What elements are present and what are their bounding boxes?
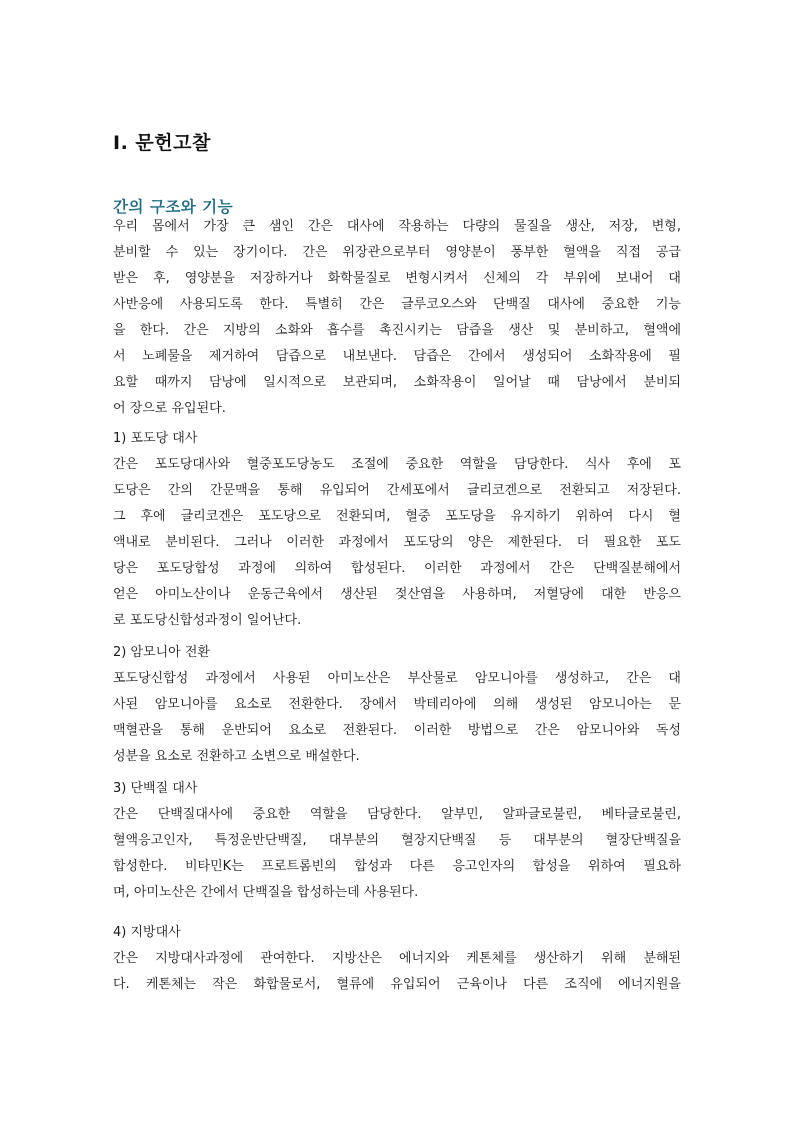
text-line: 간은 단백질대사에 중요한 역할을 담당한다. 알부민, 알파글로불린, 베타글로불린, bbox=[113, 807, 681, 822]
text-line: 성분을 요소로 전환하고 소변으로 배설한다. bbox=[113, 749, 360, 764]
text-line: 혈액응고인자, 특정운반단백질, 대부분의 혈장지단백질 등 대부분의 혈장단백질을 bbox=[113, 833, 681, 848]
text-line: 서 노폐물을 제거하여 담즙으로 내보낸다. 담즙은 간에서 생성되어 소화작용에 필 bbox=[113, 349, 681, 364]
subsection-heading-lipid: 4) 지방대사 bbox=[113, 925, 181, 940]
text-line: 그 후에 글리코겐은 포도당으로 전환되며, 혈중 포도당을 유지하기 위하여 다시 혈 bbox=[113, 509, 681, 524]
subsection-paragraph-ammonia bbox=[113, 666, 681, 770]
chapter-title: Ⅰ. 문헌고찰 bbox=[113, 132, 211, 154]
subsection-heading-protein: 3) 단백질 대사 bbox=[113, 781, 198, 796]
text-line: 간은 지방대사과정에 관여한다. 지방산은 에너지와 케톤체를 생산하기 위해 분해된 bbox=[113, 951, 681, 966]
text-line: 요할 때까지 담낭에 일시적으로 보관되며, 소화작용이 일어날 때 담낭에서 분비되 bbox=[113, 375, 681, 390]
text-line: 당은 포도당합성 과정에 의하여 합성된다. 이러한 과정에서 간은 단백질분해에서 bbox=[113, 561, 681, 576]
subsection-paragraph-protein bbox=[113, 802, 681, 906]
text-line: 을 한다. 간은 지방의 소화와 흡수를 촉진시키는 담즙을 생산 및 분비하고, 혈액에 bbox=[113, 323, 681, 338]
text-line: 어 장으로 유입된다. bbox=[113, 401, 226, 416]
text-line: 간은 포도당대사와 혈중포도당농도 조절에 중요한 역할을 담당한다. 식사 후에 포 bbox=[113, 457, 681, 472]
text-line: 사된 암모니아를 요소로 전환한다. 장에서 박테리아에 의해 생성된 암모니아는 문 bbox=[113, 697, 681, 712]
subsection-heading-ammonia: 2) 암모니아 전환 bbox=[113, 645, 210, 660]
text-line: 며, 아미노산은 간에서 단백질을 합성하는데 사용된다. bbox=[113, 885, 419, 900]
subsection-heading-glucose: 1) 포도당 대사 bbox=[113, 431, 198, 446]
text-line: 우리 몸에서 가장 큰 샘인 간은 대사에 작용하는 다량의 물질을 생산, 저장, 변형, bbox=[113, 219, 681, 234]
text-line: 도당은 간의 간문맥을 통해 유입되어 간세포에서 글리코겐으로 전환되고 저장된다. bbox=[113, 483, 681, 498]
subsection-paragraph-glucose bbox=[113, 452, 681, 634]
text-line: 액내로 분비된다. 그러나 이러한 과정에서 포도당의 양은 제한된다. 더 필요한 포도 bbox=[113, 535, 681, 550]
subsection-paragraph-lipid bbox=[113, 946, 681, 998]
intro-paragraph bbox=[113, 214, 681, 422]
section-heading: 간의 구조와 기능 bbox=[113, 198, 234, 216]
text-line: 다. 케톤체는 작은 화합물로서, 혈류에 유입되어 근육이나 다른 조직에 에너지원을 bbox=[113, 977, 681, 992]
text-line: 얻은 아미노산이나 운동근육에서 생산된 젖산염을 사용하며, 저혈당에 대한 반응으 bbox=[113, 587, 681, 602]
text-line: 분비할 수 있는 장기이다. 간은 위장관으로부터 영양분이 풍부한 혈액을 직접 공급 bbox=[113, 245, 681, 260]
text-line: 합성한다. 비타민K는 프로트롬빈의 합성과 다른 응고인자의 합성을 위하여 필요하 bbox=[113, 859, 681, 874]
text-line: 받은 후, 영양분을 저장하거나 화학물질로 변형시켜서 신체의 각 부위에 보내어 대 bbox=[113, 271, 681, 286]
text-line: 포도당신합성 과정에서 사용된 아미노산은 부산물로 암모니아를 생성하고, 간은 대 bbox=[113, 671, 681, 686]
text-line: 로 포도당신합성과정이 일어난다. bbox=[113, 613, 302, 628]
text-line: 사반응에 사용되도록 한다. 특별히 간은 글루코오스와 단백질 대사에 중요한 기능 bbox=[113, 297, 681, 312]
text-line: 맥혈관을 통해 운반되어 요소로 전환된다. 이러한 방법으로 간은 암모니아와 독성 bbox=[113, 723, 681, 738]
